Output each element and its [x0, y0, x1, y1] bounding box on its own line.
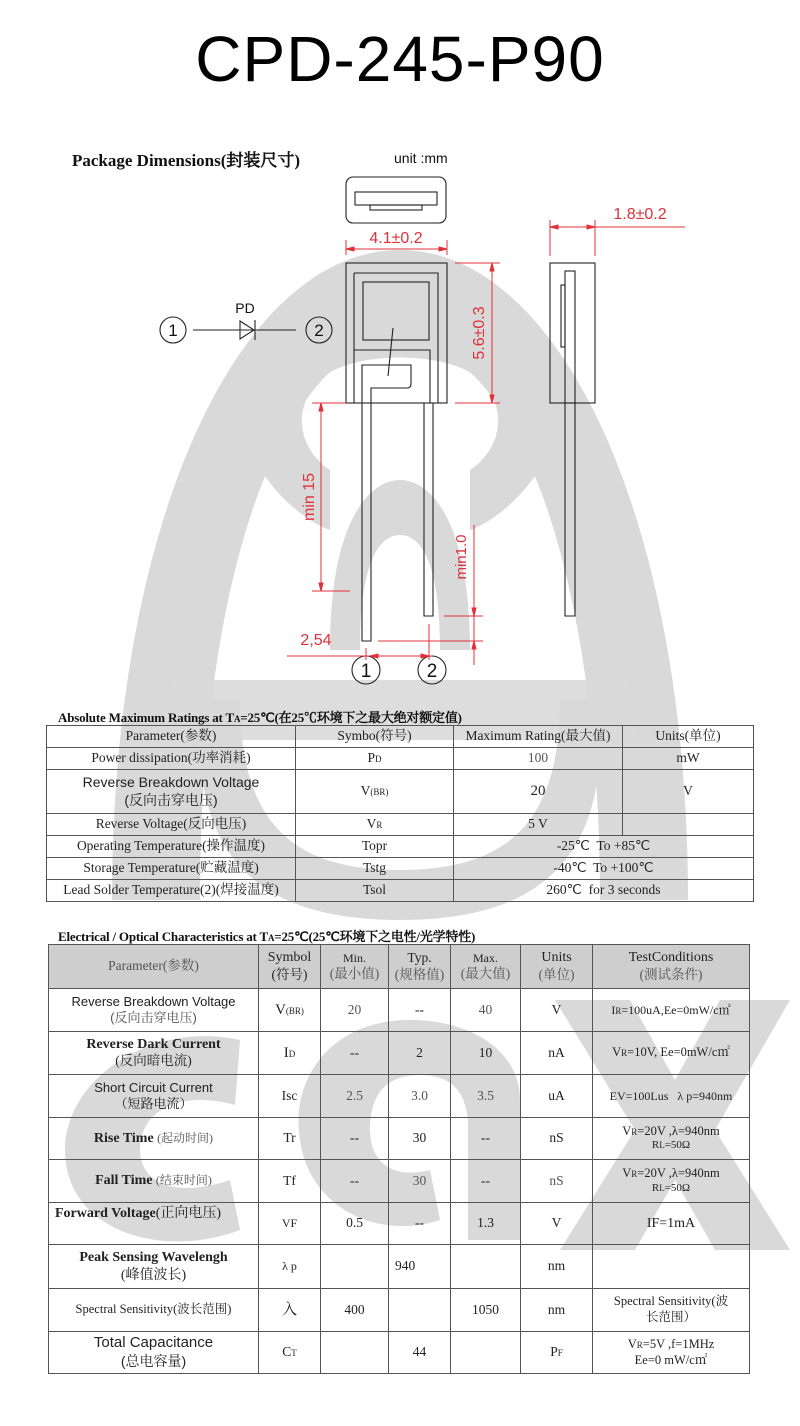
table-row: Reverse Dark Current (反向暗电流) ID -- 2 10 nA VR=10V, Ee=0mW/c㎡: [49, 1032, 750, 1075]
dim-pitch: 2,54: [300, 632, 332, 649]
schematic-pin-1: 1: [168, 321, 178, 340]
pin-2-label: 2: [426, 661, 438, 682]
package-drawing: [0, 0, 800, 700]
col-header: Maximum Rating(最大值): [454, 726, 623, 748]
dim-depth: 1.8±0.2: [613, 206, 667, 223]
table-row: Fall Time (结束时间) Tf -- 30 -- nS VR=20V ,λ=940nm RL=50Ω: [49, 1160, 750, 1203]
front-body-outline: [346, 263, 447, 403]
col-header: Units (单位): [521, 945, 593, 989]
col-header: Symbol (符号): [259, 945, 321, 989]
eo-header-row: [49, 945, 750, 989]
col-header: Max. (最大值): [451, 945, 521, 989]
unit-label: unit :mm: [394, 150, 448, 166]
table-row: Lead Solder Temperature(2)(焊接温度) Tsol 260℃ for 3 seconds: [47, 880, 754, 902]
dim-lead-offset: min1.0: [453, 534, 470, 580]
table-row: Power dissipation(功率消耗) PD 100 mW: [47, 748, 754, 770]
table-row: Short Circuit Current （短路电流） Isc 2.5 3.0 3.5 uA EV=100Lus λ p=940nm: [49, 1075, 750, 1118]
col-header: Parameter(参数): [49, 945, 259, 989]
table-row: Reverse Breakdown Voltage (反向击穿电压) V(BR) 20 -- 40 V IR=100uA,Ee=0mW/c㎡: [49, 989, 750, 1032]
schematic-label: PD: [235, 300, 255, 316]
col-header: Units(单位): [623, 726, 754, 748]
table-row: Reverse Breakdown Voltage (反向击穿电压) V(BR) 20 V: [47, 770, 754, 814]
abs-max-table: [46, 725, 754, 902]
table-row: Operating Temperature(操作温度) Topr -25℃ To +85℃: [47, 836, 754, 858]
col-header: Typ. (规格值): [389, 945, 451, 989]
table-row: Rise Time (起动时间) Tr -- 30 -- nS VR=20V ,λ=940nm RL=50Ω: [49, 1118, 750, 1160]
table-row: Reverse Voltage(反向电压) VR 5 V: [47, 814, 754, 836]
table-row: Peak Sensing Wavelengh (峰值波长) λ p 940 nm: [49, 1245, 750, 1289]
table-row: Forward Voltage(正向电压) VF 0.5 -- 1.3 V IF=1mA: [49, 1203, 750, 1245]
dim-width: 4.1±0.2: [369, 230, 423, 247]
col-header: Min. (最小值): [321, 945, 389, 989]
col-header: TestConditions (测试条件): [593, 945, 750, 989]
top-view-outline: [346, 177, 446, 223]
package-dimensions-heading: Package Dimensions(封装尺寸): [72, 151, 301, 170]
col-header: Parameter(参数): [47, 726, 296, 748]
table-row: Total Capacitance (总电容量) CT 44 PF VR=5V ,f=1MHz Ee=0 mW/c㎡: [49, 1332, 750, 1374]
page-title: CPD-245-P90: [195, 23, 605, 95]
dim-height: 5.6±0.3: [471, 306, 488, 360]
lead-1: [362, 403, 371, 641]
abs-max-header-row: [47, 726, 754, 748]
eo-table: [48, 944, 750, 1374]
dim-lead-length: min 15: [301, 472, 318, 522]
pin-1-label: 1: [360, 661, 372, 682]
table-row: Storage Temperature(贮藏温度) Tstg -40℃ To +100℃: [47, 858, 754, 880]
abs-max-title: Absolute Maximum Ratings at TA=25℃(在25℃环境下之最大绝对额定值): [58, 710, 462, 725]
side-body-outline: [550, 263, 595, 403]
lead-2: [424, 403, 433, 616]
col-header: Symbo(符号): [296, 726, 454, 748]
eo-title: Electrical / Optical Characteristics at TA=25℃(25℃环境下之电性/光学特性): [58, 929, 476, 944]
schematic-pin-2: 2: [314, 321, 324, 340]
table-row: Spectral Sensitivity(波长范围) 入 400 1050 nm Spectral Sensitivity(波 长范围）: [49, 1289, 750, 1332]
